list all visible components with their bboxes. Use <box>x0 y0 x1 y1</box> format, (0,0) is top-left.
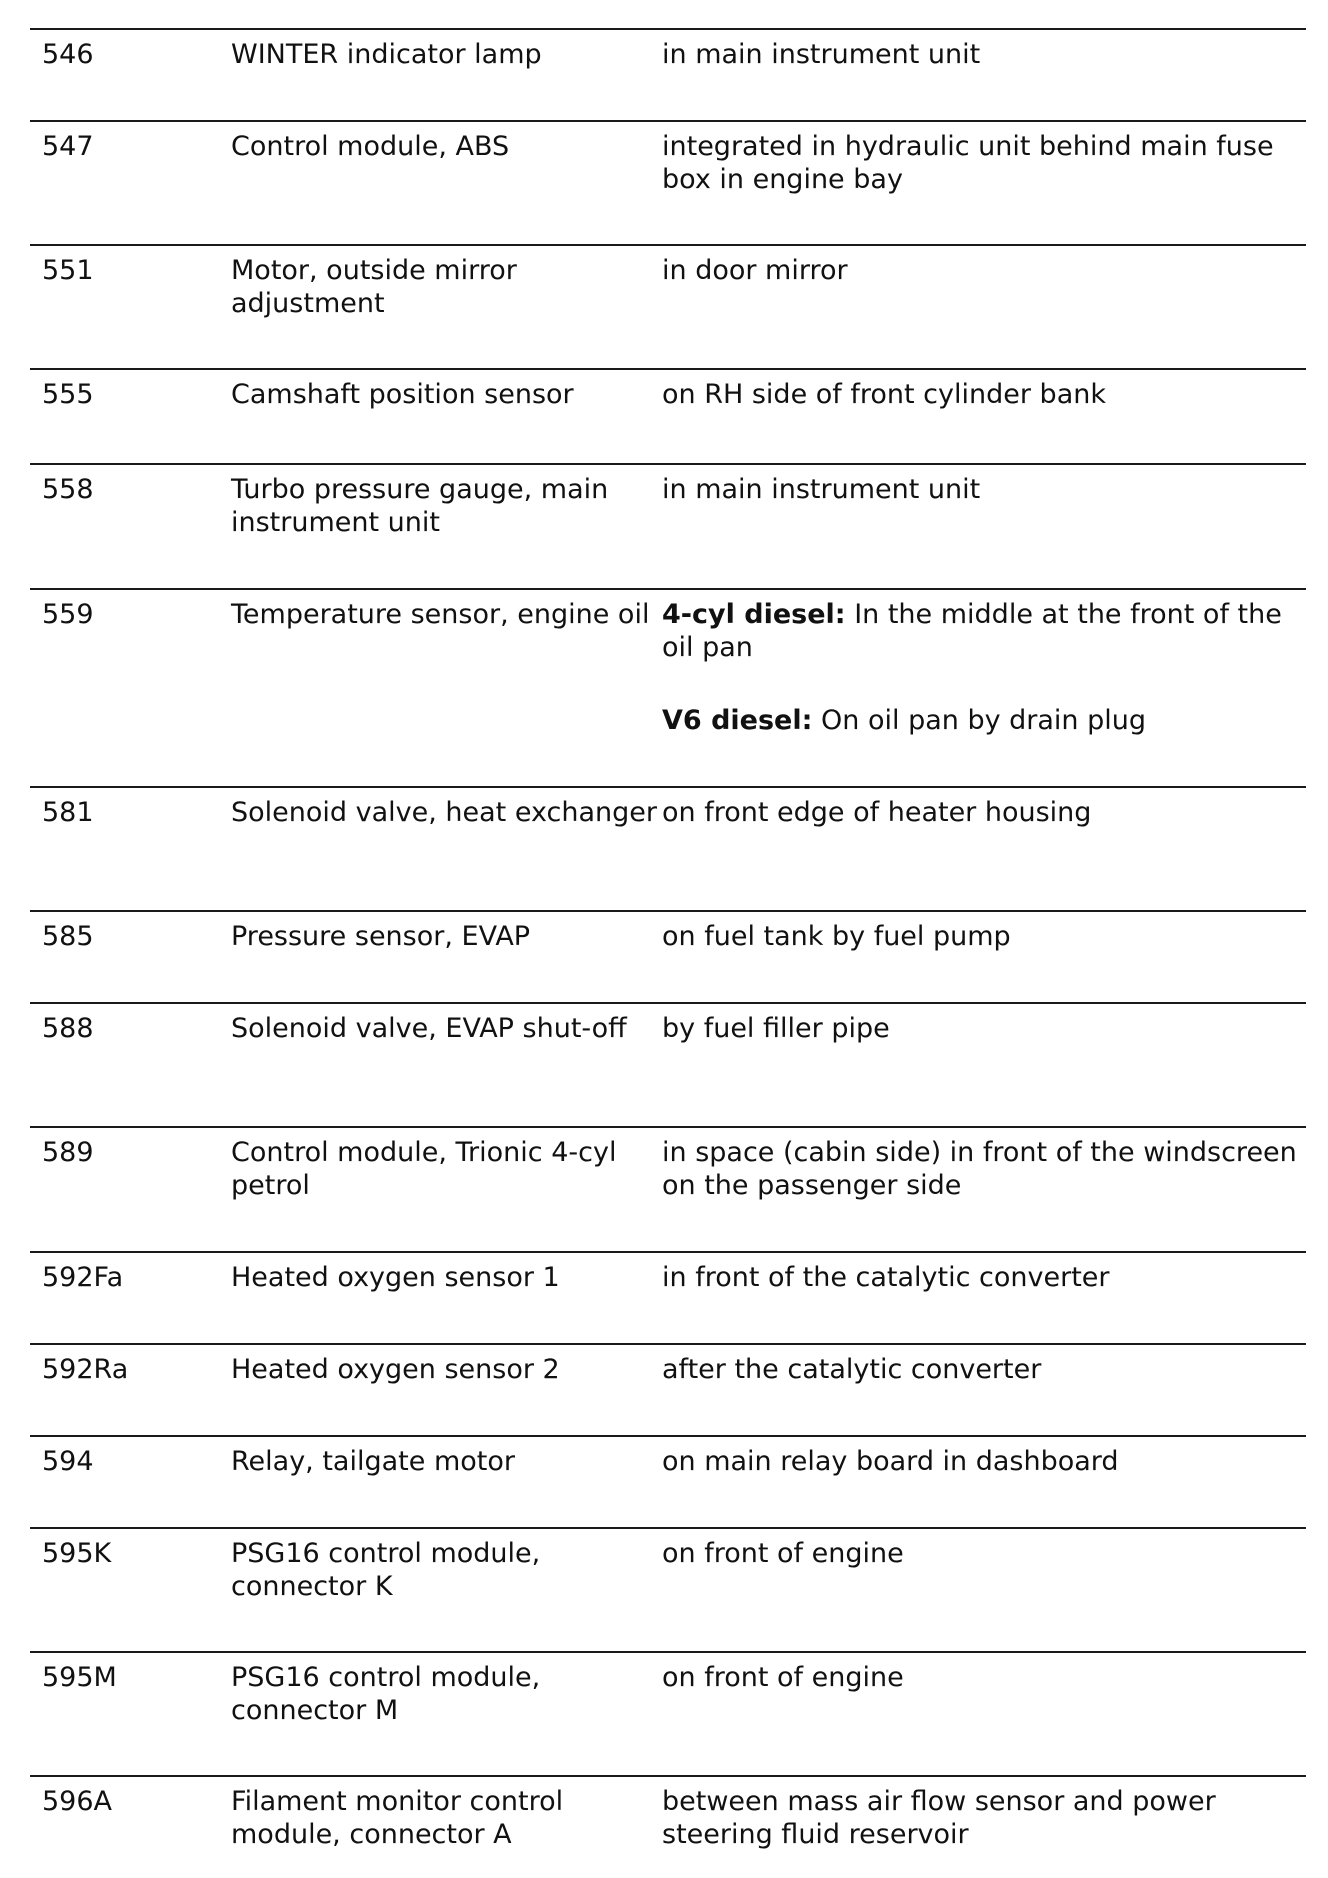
location-paragraph <box>662 598 1302 664</box>
component-location <box>662 378 1302 411</box>
table-row <box>30 1126 1306 1251</box>
component-location <box>662 473 1302 506</box>
location-text: on front of engine <box>662 1538 904 1569</box>
component-code: 558 <box>42 474 94 505</box>
location-paragraph <box>662 1661 1302 1694</box>
component-name: Relay, tailgate motor <box>231 1446 515 1477</box>
component-table <box>30 28 1306 1865</box>
table-row <box>30 1651 1306 1775</box>
location-paragraph <box>662 473 1302 506</box>
location-paragraph <box>662 796 1302 829</box>
table-row <box>30 1527 1306 1651</box>
component-name: Control module, ABS <box>231 131 510 162</box>
component-location <box>662 1261 1302 1294</box>
location-paragraph <box>662 1537 1302 1570</box>
location-text: in front of the catalytic converter <box>662 1262 1110 1293</box>
component-code: 596A <box>42 1786 113 1817</box>
location-text: on front of engine <box>662 1662 904 1693</box>
component-code: 595K <box>42 1538 112 1569</box>
component-name: Solenoid valve, heat exchanger <box>231 797 657 828</box>
component-code: 585 <box>42 921 94 952</box>
location-text: in door mirror <box>662 255 848 286</box>
component-code: 589 <box>42 1137 94 1168</box>
component-location <box>662 1445 1302 1478</box>
component-code: 559 <box>42 599 94 630</box>
component-name: Heated oxygen sensor 1 <box>231 1262 560 1293</box>
location-paragraph <box>662 130 1302 196</box>
component-location <box>662 38 1302 71</box>
table-row <box>30 1775 1306 1865</box>
location-text: on RH side of front cylinder bank <box>662 379 1106 410</box>
component-code: 594 <box>42 1446 94 1477</box>
component-code: 581 <box>42 797 94 828</box>
component-location <box>662 1136 1302 1202</box>
location-paragraph <box>662 1445 1302 1478</box>
component-location <box>662 598 1302 737</box>
component-code: 592Fa <box>42 1262 124 1293</box>
component-name: Pressure sensor, EVAP <box>231 921 531 952</box>
table-row <box>30 463 1306 588</box>
component-name: Filament monitor control module, connector A <box>231 1786 564 1850</box>
location-text: between mass air flow sensor and power steering fluid reservoir <box>662 1786 1216 1850</box>
location-paragraph <box>662 1785 1302 1851</box>
table-row <box>30 1435 1306 1527</box>
component-name: Turbo pressure gauge, main instrument unit <box>231 474 609 538</box>
component-location <box>662 920 1302 953</box>
component-location <box>662 1012 1302 1045</box>
table-row <box>30 1251 1306 1343</box>
table-row <box>30 368 1306 463</box>
component-code: 551 <box>42 255 94 286</box>
component-name: Camshaft position sensor <box>231 379 574 410</box>
location-text: in space (cabin side) in front of the windscreen on the passenger side <box>662 1137 1297 1201</box>
component-location <box>662 796 1302 829</box>
component-code: 588 <box>42 1013 94 1044</box>
location-label: V6 diesel: <box>662 705 813 736</box>
table-row <box>30 786 1306 910</box>
location-text: on main relay board in dashboard <box>662 1446 1119 1477</box>
component-location <box>662 130 1302 196</box>
table-row <box>30 1343 1306 1435</box>
component-name: Motor, outside mirror adjustment <box>231 255 517 319</box>
location-paragraph <box>662 1012 1302 1045</box>
component-location <box>662 1785 1302 1851</box>
location-text: on front edge of heater housing <box>662 797 1092 828</box>
component-location <box>662 1353 1302 1386</box>
component-name: PSG16 control module, connector K <box>231 1538 541 1602</box>
location-paragraph <box>662 704 1302 737</box>
location-text: after the catalytic converter <box>662 1354 1042 1385</box>
location-text: by fuel filler pipe <box>662 1013 890 1044</box>
component-name: Temperature sensor, engine oil <box>231 599 650 630</box>
location-paragraph <box>662 1353 1302 1386</box>
component-code: 592Ra <box>42 1354 129 1385</box>
component-name: WINTER indicator lamp <box>231 39 542 70</box>
table-row <box>30 244 1306 368</box>
component-name: Heated oxygen sensor 2 <box>231 1354 560 1385</box>
component-name: Control module, Trionic 4-cyl petrol <box>231 1137 617 1201</box>
location-text: on fuel tank by fuel pump <box>662 921 1011 952</box>
component-location <box>662 254 1302 287</box>
location-paragraph <box>662 1261 1302 1294</box>
component-location <box>662 1537 1302 1570</box>
location-paragraph <box>662 1136 1302 1202</box>
component-name: Solenoid valve, EVAP shut-off <box>231 1013 627 1044</box>
location-text: in main instrument unit <box>662 474 981 505</box>
component-code: 546 <box>42 39 94 70</box>
table-row <box>30 588 1306 786</box>
location-label: 4-cyl diesel: <box>662 599 846 630</box>
table-row <box>30 120 1306 244</box>
location-text: integrated in hydraulic unit behind main fuse box in engine bay <box>662 131 1274 195</box>
location-paragraph <box>662 254 1302 287</box>
component-name: PSG16 control module, connector M <box>231 1662 541 1726</box>
location-paragraph <box>662 920 1302 953</box>
location-paragraph <box>662 38 1302 71</box>
location-text: In the middle at the front of the oil pan <box>662 599 1282 663</box>
table-row <box>30 1002 1306 1126</box>
table-row <box>30 28 1306 120</box>
location-paragraph <box>662 378 1302 411</box>
location-text: in main instrument unit <box>662 39 981 70</box>
component-code: 555 <box>42 379 94 410</box>
table-row <box>30 910 1306 1002</box>
component-location <box>662 1661 1302 1694</box>
component-code: 547 <box>42 131 94 162</box>
component-code: 595M <box>42 1662 117 1693</box>
location-text: On oil pan by drain plug <box>821 705 1147 736</box>
